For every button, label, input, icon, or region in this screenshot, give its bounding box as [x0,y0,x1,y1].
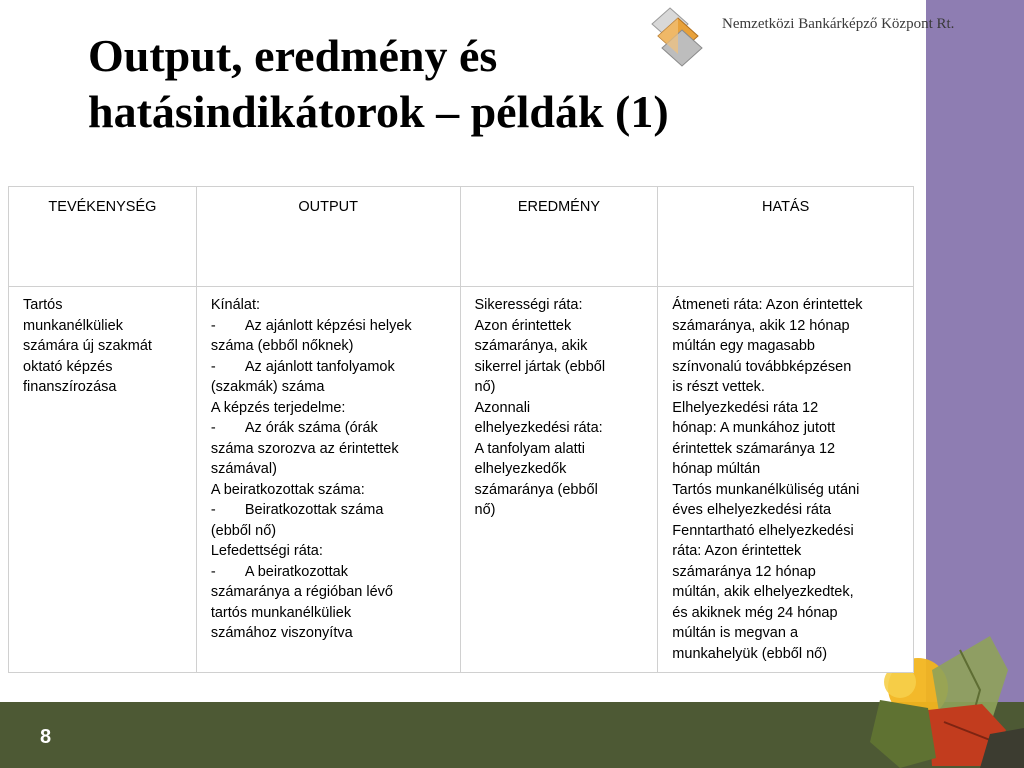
cell-text-line: elhelyezkedési ráta: [474,420,603,436]
cell-text-line: Az ajánlott tanfolyamok [244,358,395,375]
cell-text-line: Fenntartható elhelyezkedési [672,522,854,539]
cell-text-line: A képzés terjedelme: [210,399,346,416]
cell-text-line: számaránya, akik 12 hónap [672,317,850,334]
slide-title-line-1: Output, eredmény és [88,30,498,81]
cell-text-line: A beiratkozottak [244,563,348,580]
cell-text-line: Átmeneti ráta: Azon érintettek [672,297,863,313]
cell-text-line: érintettek számaránya 12 [672,440,836,457]
cell-text-line: is részt vettek. [672,379,765,395]
cell-text-line: elhelyezkedők [474,461,567,477]
cell-text-line: Lefedettségi ráta: [210,543,323,559]
cell-text-line: A tanfolyam alatti [474,440,585,457]
cell-text-line: sikerrel jártak (ebből [474,358,606,375]
table-row [9,287,914,673]
cell-text-line: éves elhelyezkedési ráta [672,502,832,518]
cell-result [460,287,658,673]
cell-text-line: Azonnali [474,399,531,416]
header-tevekenyseg: TEVÉKENYSÉG [9,187,197,287]
indicator-table [8,186,914,673]
bullet-line [211,357,450,378]
cell-text-line: ráta: Azon érintettek [672,543,802,559]
cell-text-line: Tartós [23,297,63,313]
bank-logo-icon [648,4,708,68]
cell-text-line: számával) [210,461,277,477]
cell-activity [9,287,197,673]
cell-text-line: nő) [474,502,496,518]
cell-output [196,287,460,673]
cell-text-line: száma (ebből nőknek) [210,338,354,354]
cell-text-line: száma szorozva az érintettek [210,440,399,457]
cell-text-line: számaránya (ebből [474,481,598,498]
bullet-line [211,316,450,337]
cell-text-line: és akiknek még 24 hónap [672,604,838,621]
dash-bullet-icon: - [210,358,216,375]
cell-text-line: számaránya, akik [474,338,588,354]
header-output: OUTPUT [196,187,460,287]
cell-text-line: oktató képzés [23,358,113,375]
table-header-row [9,187,914,287]
header-hatas: HATÁS [658,187,914,287]
page-number: 8 [40,726,52,748]
cell-text-line: számára új szakmát [23,338,152,354]
cell-text-line: nő) [474,379,496,395]
cell-text-line: (szakmák) száma [210,379,325,395]
cell-text-line: Azon érintettek [474,317,572,334]
cell-text-line: Az ajánlott képzési helyek [244,317,412,334]
brand-name: Nemzetközi Bankárképző Központ Rt. [722,16,955,32]
cell-text-line: munkanélküliek [23,317,123,334]
cell-text-line: számához viszonyítva [210,625,353,641]
slide-title-line-2: hatásindikátorok – példák (1) [88,86,669,137]
bullet-line [211,418,450,439]
cell-text-line: múltán egy magasabb [672,338,815,354]
header-eredmeny: EREDMÉNY [460,187,658,287]
cell-text-line: hónap: A munkához jutott [672,420,836,436]
dash-bullet-icon: - [210,317,216,334]
cell-text-line: (ebből nő) [210,522,277,539]
cell-text-line: Az órák száma (órák [244,420,378,436]
bullet-line [211,500,450,521]
cell-text-line: tartós munkanélküliek [210,604,352,621]
cell-text-line: múltán is megvan a [672,625,799,641]
cell-text-line: munkahelyük (ebből nő) [672,645,828,662]
cell-impact [658,287,914,673]
dash-bullet-icon: - [210,502,216,518]
right-side-bar [926,0,1024,702]
cell-text-line: finanszírozása [23,379,117,395]
cell-text-line: Sikerességi ráta: [474,297,583,313]
bullet-line [211,562,450,583]
cell-text-line: Tartós munkanélküliség utáni [672,481,860,498]
slide-title [88,28,828,140]
cell-text-line: Beiratkozottak száma [244,502,384,518]
cell-text-line: hónap múltán [672,461,761,477]
dash-bullet-icon: - [210,420,216,436]
dash-bullet-icon: - [210,563,216,580]
cell-text-line: színvonalú továbbképzésen [672,358,852,375]
cell-text-line: számaránya a régióban lévő [210,584,393,600]
cell-text-line: Elhelyezkedési ráta 12 [672,399,819,416]
cell-text-line: Kínálat: [210,297,260,313]
cell-text-line: múltán, akik elhelyezkedtek, [672,584,854,600]
cell-text-line: A beiratkozottak száma: [210,481,365,498]
cell-text-line: számaránya 12 hónap [672,563,816,580]
